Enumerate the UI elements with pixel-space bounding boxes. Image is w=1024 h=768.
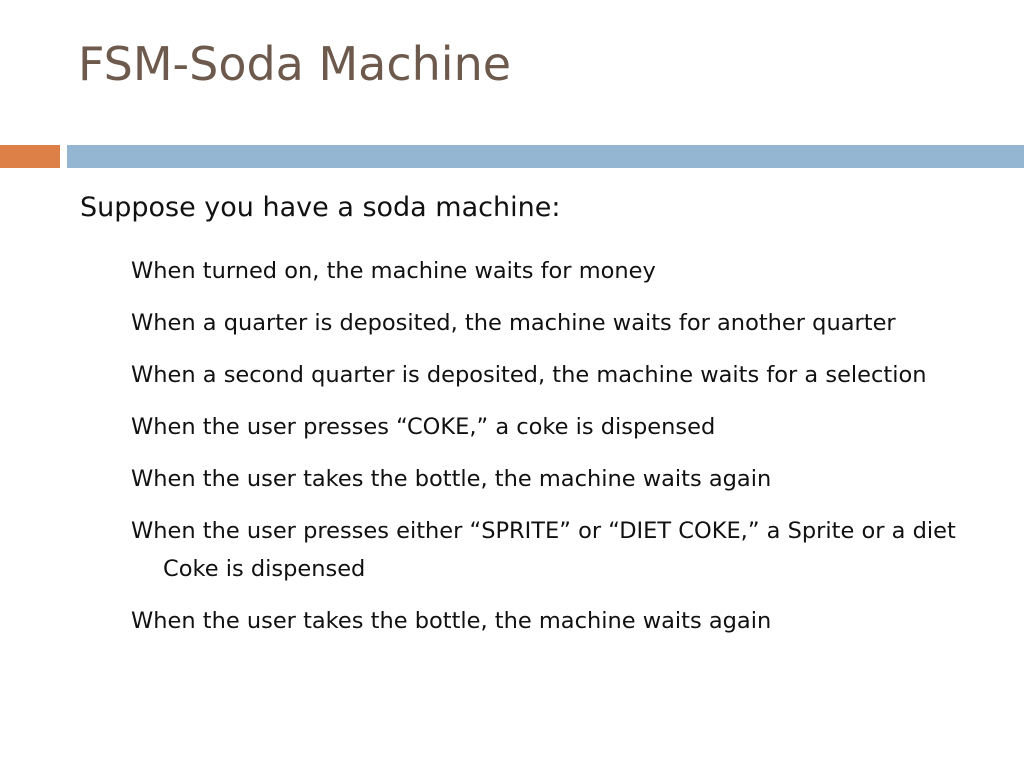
bullet-item: When the user presses either “SPRITE” or “DIET COKE,” a Sprite or a diet Coke is dispensed [131,518,956,582]
bullet-item: When the user takes the bottle, the machine waits again [131,608,772,634]
accent-bar-blue [67,145,1024,168]
accent-bar-orange [0,145,60,168]
bullet-item: When turned on, the machine waits for money [131,258,656,284]
bullet-item: When a second quarter is deposited, the machine waits for a selection [131,362,927,388]
bullet-item: When the user presses “COKE,” a coke is dispensed [131,414,716,440]
bullet-list [131,252,991,654]
bullet-item: When a quarter is deposited, the machine waits for another quarter [131,310,896,336]
slide-intro: Suppose you have a soda machine: [80,192,561,223]
slide-title: FSM-Soda Machine [78,37,512,91]
bullet-item: When the user takes the bottle, the machine waits again [131,466,772,492]
